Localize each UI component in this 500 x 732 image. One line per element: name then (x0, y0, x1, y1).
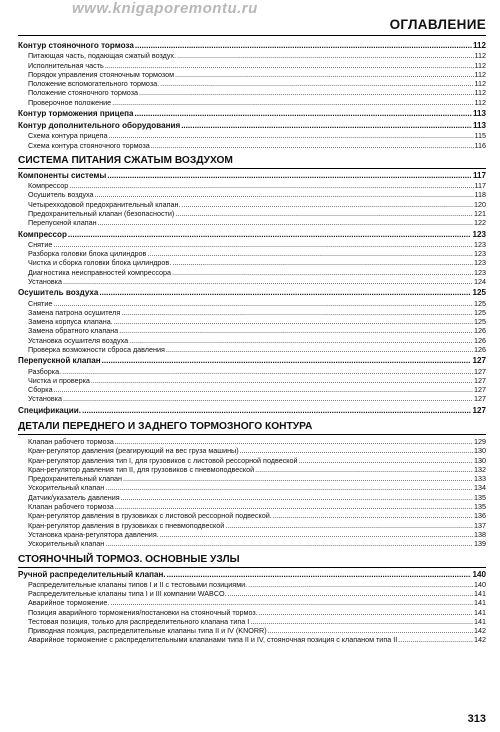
dot-leader (398, 635, 473, 644)
toc-page-number: 141 (474, 598, 486, 608)
toc-entry-title: Позиция аварийного торможения/постановки на стояночный тормоз. (28, 607, 258, 617)
dot-leader (105, 539, 473, 548)
dot-leader (114, 317, 473, 326)
toc-page-number: 130 (474, 446, 486, 456)
toc-page-number: 127 (474, 394, 486, 404)
section-heading: СИСТЕМА ПИТАНИЯ СЖАТЫМ ВОЗДУХОМ (18, 155, 486, 169)
toc-page-number: 125 (472, 288, 486, 298)
toc-entry[interactable] (18, 511, 486, 520)
toc-page-number: 126 (474, 326, 486, 336)
dot-leader (167, 570, 472, 580)
toc-entry[interactable] (18, 240, 486, 249)
toc-entry[interactable] (18, 376, 486, 385)
dot-leader (98, 218, 473, 227)
toc-entry-title: Сборка (28, 385, 53, 395)
toc-entry-title: Схема контура стояночного тормоза (28, 140, 150, 150)
toc-entry-title: Разборка. (28, 366, 62, 376)
toc-entry-title: Контур торможения прицепа (18, 108, 134, 118)
toc-entry[interactable] (18, 268, 486, 277)
dot-leader (175, 70, 473, 79)
toc-page-number: 127 (472, 405, 486, 415)
dot-leader (123, 474, 473, 483)
dot-leader (181, 200, 473, 209)
toc-page-number: 112 (474, 88, 486, 98)
section-heading: СТОЯНОЧНЫЙ ТОРМОЗ. ОСНОВНЫЕ УЗЛЫ (18, 554, 486, 568)
toc-entry[interactable] (18, 474, 486, 483)
header-rule (18, 35, 486, 36)
toc-entry-title: Осушитель воздуха (28, 190, 94, 200)
toc-chapter-entry[interactable] (18, 41, 486, 51)
toc-entry-title: Клапан рабочего тормоза (28, 502, 114, 512)
toc-page-number: 121 (474, 209, 486, 219)
dot-leader (225, 521, 473, 530)
toc-entry-title: Положение вспомогательного тормоза. (28, 79, 160, 89)
dot-leader (63, 277, 473, 286)
dot-leader (160, 530, 473, 539)
toc-page-number: 135 (474, 492, 486, 502)
toc-page-number: 129 (474, 436, 486, 446)
toc-entry[interactable] (18, 493, 486, 502)
toc-entry[interactable] (18, 88, 486, 97)
dot-leader (250, 617, 473, 626)
toc-page-number: 112 (474, 60, 486, 70)
dot-leader (107, 171, 472, 181)
toc-entry[interactable] (18, 190, 486, 199)
toc-page-number: 134 (474, 483, 486, 493)
dot-leader (63, 394, 473, 403)
toc-page-number: 137 (474, 520, 486, 530)
toc-page-number: 133 (474, 474, 486, 484)
toc-entry-title: Кран-регулятор давления (реагирующий на вес груза машины) (28, 446, 239, 456)
toc-entry-title: Установка (28, 394, 62, 404)
dot-leader (135, 41, 472, 51)
dot-leader (166, 345, 473, 354)
toc-entry-title: Тестовая позиция, только для распределительного клапана типа I (28, 616, 250, 626)
toc-entry-title: Кран-регулятор давления тип I, для грузовиков с листовой рессорной подвеской (28, 455, 298, 465)
toc-entry[interactable] (18, 181, 486, 190)
toc-page-number: 125 (474, 317, 486, 327)
toc-entry[interactable] (18, 598, 486, 607)
toc-entry-title: Перепускной клапан (28, 218, 97, 228)
dot-leader (53, 240, 473, 249)
toc-entry-title: Схема контура прицепа (28, 131, 108, 141)
toc-entry-title: Предохранительный клапан (28, 474, 123, 484)
dot-leader (160, 79, 473, 88)
dot-leader (248, 580, 473, 589)
toc-entry[interactable] (18, 539, 486, 548)
toc-page-number: 141 (474, 607, 486, 617)
toc-chapter-entry[interactable] (18, 356, 486, 366)
toc-entry[interactable] (18, 394, 486, 403)
dot-leader (172, 258, 473, 267)
toc-entry-title: Питающая часть, подающая сжатый воздух. (28, 51, 177, 61)
watermark: www.knigaporemontu.ru (72, 0, 258, 17)
toc-chapter-entry[interactable] (18, 570, 486, 580)
dot-leader (95, 190, 474, 199)
dot-leader (139, 88, 474, 97)
dot-leader (181, 121, 472, 131)
toc-entry-title: Снятие (28, 298, 53, 308)
dot-leader (69, 181, 473, 190)
page-title: ОГЛАВЛЕНИЕ (389, 17, 486, 32)
toc-entry[interactable] (18, 200, 486, 209)
toc-page-number: 127 (472, 356, 486, 366)
toc-entry-title: Датчик/указатель давления (28, 492, 120, 502)
dot-leader (259, 608, 473, 617)
toc-entry[interactable] (18, 502, 486, 511)
toc-entry[interactable] (18, 258, 486, 267)
dot-leader (121, 493, 473, 502)
toc-entry-title: Кран-регулятор давления в грузовиках с пневмоподвеской (28, 520, 225, 530)
toc-page-number: 125 (474, 298, 486, 308)
dot-leader (99, 288, 471, 298)
dot-leader (147, 249, 473, 258)
toc-entry-title: Замена патрона осушителя (28, 307, 121, 317)
dot-leader (115, 502, 473, 511)
toc-entry-title: Спецификации. (18, 405, 81, 415)
dot-leader (177, 51, 474, 60)
toc-entry-title: Установка (28, 277, 62, 287)
toc-page-number: 112 (474, 79, 486, 89)
section-heading: ДЕТАЛИ ПЕРЕДНЕГО И ЗАДНЕГО ТОРМОЗНОГО КОНТУРА (18, 421, 486, 435)
toc-entry[interactable] (18, 580, 486, 589)
dot-leader (151, 141, 474, 150)
toc-entry[interactable] (18, 635, 486, 644)
toc-page-number: 141 (474, 589, 486, 598)
dot-leader (68, 230, 472, 240)
dot-leader (273, 511, 473, 520)
toc-entry[interactable] (18, 367, 486, 376)
toc-entry[interactable] (18, 336, 486, 345)
toc-entry-title: Ручной распределительный клапан. (18, 569, 166, 579)
toc-entry-title: Предохранительный клапан (безопасности) (28, 209, 175, 219)
toc-entry[interactable] (18, 61, 486, 70)
toc-page-number: 142 (474, 626, 486, 636)
toc-page-number: 141 (474, 616, 486, 626)
toc-page-number: 122 (474, 218, 486, 228)
toc-page-number: 120 (474, 199, 486, 209)
toc-entry[interactable] (18, 131, 486, 140)
toc-page-number: 112 (472, 41, 486, 50)
toc-entry[interactable] (18, 141, 486, 150)
toc-entry-title: Контур дополнительного оборудования (18, 121, 181, 131)
toc-entry[interactable] (18, 98, 486, 107)
toc-page-number: 115 (474, 131, 486, 141)
toc-entry[interactable] (18, 51, 486, 60)
toc-entry-title: Исполнительная часть (28, 60, 104, 70)
toc-entry[interactable] (18, 209, 486, 218)
dot-leader (135, 109, 472, 119)
dot-leader (268, 626, 473, 635)
toc-entry-title: Компрессор (18, 229, 67, 239)
toc-entry-title: Распределительные клапаны типа I и III компании WABCO. (28, 589, 227, 598)
toc-page-number: 117 (472, 170, 486, 180)
toc-chapter-entry[interactable] (18, 406, 486, 416)
toc-page-number: 135 (474, 502, 486, 512)
toc-entry-title: Кран-регулятор давления в грузовиках с листовой рессорной подвеской. (28, 511, 272, 521)
toc-entry-title: Порядок управления стояночным тормозом (28, 69, 175, 79)
toc-page-number: 118 (474, 190, 486, 200)
dot-leader (172, 268, 473, 277)
toc-chapter-entry[interactable] (18, 288, 486, 298)
toc-entry[interactable] (18, 446, 486, 455)
toc-page-number: 125 (474, 307, 486, 317)
dot-leader (228, 589, 473, 598)
toc-page-number: 139 (474, 539, 486, 549)
toc-page-number: 126 (474, 345, 486, 355)
toc-entry[interactable] (18, 608, 486, 617)
dot-leader (112, 98, 473, 107)
toc-page-number: 123 (474, 239, 486, 249)
toc-page-number: 123 (474, 258, 486, 268)
toc-page-number: 130 (474, 455, 486, 465)
toc-page-number: 117 (474, 181, 486, 191)
toc-entry[interactable] (18, 589, 486, 598)
toc-entry[interactable] (18, 626, 486, 635)
toc-page-number: 113 (472, 121, 486, 131)
table-of-contents (18, 41, 486, 645)
dot-leader (105, 483, 473, 492)
toc-page-number: 138 (474, 529, 486, 539)
toc-chapter-entry[interactable] (18, 230, 486, 240)
toc-entry[interactable] (18, 456, 486, 465)
dot-leader (53, 299, 473, 308)
toc-entry[interactable] (18, 277, 486, 286)
toc-entry[interactable] (18, 79, 486, 88)
toc-page-number: 112 (474, 51, 486, 61)
toc-entry[interactable] (18, 70, 486, 79)
toc-page-number: 112 (474, 97, 486, 107)
toc-entry-title: Приводная позиция, распределительные клапаны типа II и IV (KNORR) (28, 626, 267, 636)
toc-entry[interactable] (18, 617, 486, 626)
toc-entry-title: Замена обратного клапана (28, 326, 119, 336)
dot-leader (119, 326, 473, 335)
toc-entry-title: Чистка и сборка головки блока цилиндров. (28, 258, 172, 268)
toc-entry[interactable] (18, 437, 486, 446)
toc-entry-title: Компоненты системы (18, 170, 107, 180)
toc-entry-title: Чистка и проверка (28, 375, 90, 385)
toc-page-number: 132 (474, 464, 486, 474)
toc-page-number: 123 (474, 267, 486, 277)
toc-entry-title: Контур стояночного тормоза (18, 41, 134, 50)
toc-entry-title: Аварийное торможение. (28, 598, 110, 608)
toc-entry-title: Разборка головки блока цилиндров (28, 249, 147, 259)
toc-entry[interactable] (18, 218, 486, 227)
toc-entry-title: Аварийное торможение с распределительными клапанами типа II и IV, стояночная позиция с клапаном типа II (28, 635, 398, 645)
dot-leader (109, 131, 474, 140)
toc-entry-title: Перепускной клапан (18, 356, 101, 366)
toc-entry-title: Установка осушителя воздуха (28, 335, 129, 345)
toc-page-number: 113 (472, 108, 486, 118)
toc-page-number: 127 (474, 375, 486, 385)
toc-page-number: 123 (474, 249, 486, 259)
toc-entry-title: Замена корпуса клапана. (28, 317, 113, 327)
dot-leader (102, 356, 472, 366)
toc-chapter-entry[interactable] (18, 121, 486, 131)
toc-page-number: 136 (474, 511, 486, 521)
dot-leader (91, 376, 473, 385)
dot-leader (62, 367, 473, 376)
toc-page-number: 140 (472, 569, 486, 579)
dot-leader (255, 465, 473, 474)
dot-leader (299, 456, 473, 465)
dot-leader (175, 209, 473, 218)
dot-leader (105, 61, 474, 70)
toc-entry[interactable] (18, 345, 486, 354)
toc-entry[interactable] (18, 483, 486, 492)
dot-leader (129, 336, 473, 345)
toc-entry[interactable] (18, 299, 486, 308)
toc-page-number: 126 (474, 335, 486, 345)
toc-page-number: 123 (472, 229, 486, 239)
toc-entry-title: Кран-регулятор давления тип II, для грузовиков с пневмоподвеской (28, 464, 255, 474)
toc-entry-title: Ускорительный клапан (28, 539, 105, 549)
toc-entry-title: Диагностика неисправностей компрессора (28, 267, 172, 277)
page-number: 313 (467, 713, 486, 725)
dot-leader (240, 446, 473, 455)
dot-leader (110, 598, 473, 607)
toc-entry-title: Клапан рабочего тормоза (28, 436, 114, 446)
toc-entry-title: Проверка возможности сброса давления (28, 345, 165, 355)
toc-entry-title: Ускорительный клапан (28, 483, 105, 493)
toc-entry-title: Установка крана-регулятора давления. (28, 529, 159, 539)
toc-entry-title: Осушитель воздуха (18, 288, 99, 298)
toc-chapter-entry[interactable] (18, 109, 486, 119)
toc-page-number: 112 (474, 69, 486, 79)
toc-page-number: 127 (474, 385, 486, 395)
toc-chapter-entry[interactable] (18, 171, 486, 181)
toc-page-number: 124 (474, 277, 486, 287)
toc-entry-title: Распределительные клапаны типов I и II с тестовыми позициями. (28, 579, 248, 589)
toc-entry[interactable] (18, 530, 486, 539)
toc-entry[interactable] (18, 326, 486, 335)
dot-leader (121, 308, 473, 317)
toc-entry-title: Четырехходовой предохранительный клапан. (28, 199, 181, 209)
dot-leader (54, 385, 473, 394)
toc-entry[interactable] (18, 385, 486, 394)
toc-entry-title: Проверочное положение (28, 97, 112, 107)
toc-page-number: 140 (474, 579, 486, 589)
toc-entry[interactable] (18, 521, 486, 530)
toc-entry[interactable] (18, 465, 486, 474)
dot-leader (115, 437, 473, 446)
toc-entry-title: Снятие (28, 239, 53, 249)
toc-entry[interactable] (18, 249, 486, 258)
toc-entry-title: Компрессор (28, 181, 69, 191)
toc-entry[interactable] (18, 308, 486, 317)
toc-entry-title: Положение стояночного тормоза (28, 88, 139, 98)
toc-page-number: 142 (474, 635, 486, 645)
toc-page-number: 116 (474, 140, 486, 150)
toc-entry[interactable] (18, 317, 486, 326)
toc-page-number: 127 (474, 366, 486, 376)
dot-leader (82, 406, 472, 416)
